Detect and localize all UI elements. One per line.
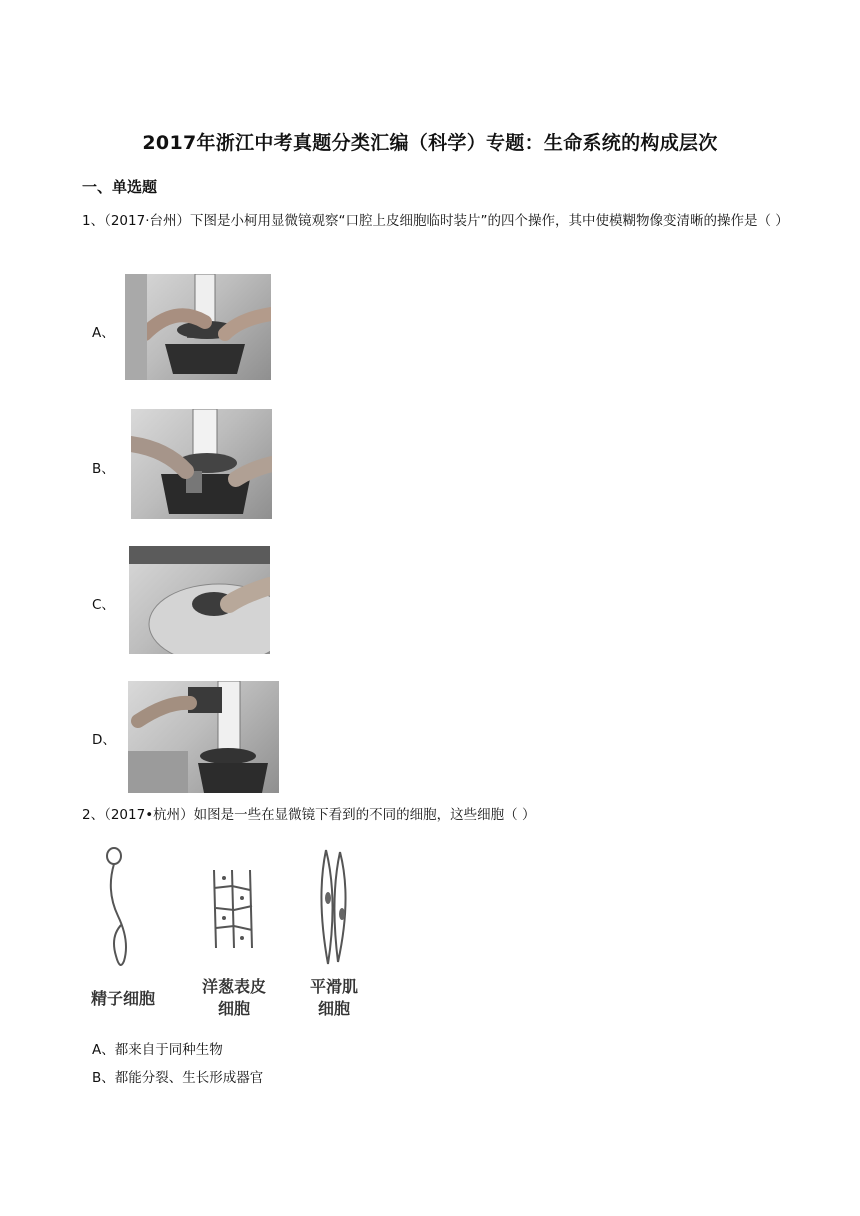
onion-epidermis-drawing — [208, 868, 260, 950]
option-b-label[interactable]: B、 — [92, 461, 115, 477]
question-2-text: 2、（2017•杭州）如图是一些在显微镜下看到的不同的细胞，这些细胞（ ） — [82, 807, 536, 823]
cell-label-sperm: 精子细胞 — [90, 989, 155, 1008]
answer-b[interactable]: B、都能分裂、生长形成器官 — [92, 1070, 264, 1086]
section-heading: 一、单选题 — [82, 178, 158, 196]
smooth-muscle-drawing — [312, 848, 354, 966]
option-d-label[interactable]: D、 — [92, 732, 116, 748]
cell-label-onion: 洋葱表皮 细胞 — [201, 977, 266, 1018]
option-b-photo — [131, 409, 272, 519]
cell-label-muscle: 平滑肌 细胞 — [309, 977, 358, 1018]
option-c-label[interactable]: C、 — [92, 597, 115, 613]
answer-a[interactable]: A、都来自于同种生物 — [92, 1042, 223, 1058]
page-title: 2017年浙江中考真题分类汇编（科学）专题：生命系统的构成层次 — [142, 132, 718, 154]
question-1-text: 1、（2017·台州）下图是小柯用显微镜观察“口腔上皮细胞临时装片”的四个操作，其中使模糊物像变清晰的操作是（ ） — [82, 213, 789, 229]
option-a-label[interactable]: A、 — [92, 325, 115, 341]
option-d-photo — [128, 681, 279, 793]
option-a-photo — [125, 274, 271, 380]
sperm-cell-drawing — [96, 846, 146, 974]
option-c-photo — [129, 546, 270, 654]
